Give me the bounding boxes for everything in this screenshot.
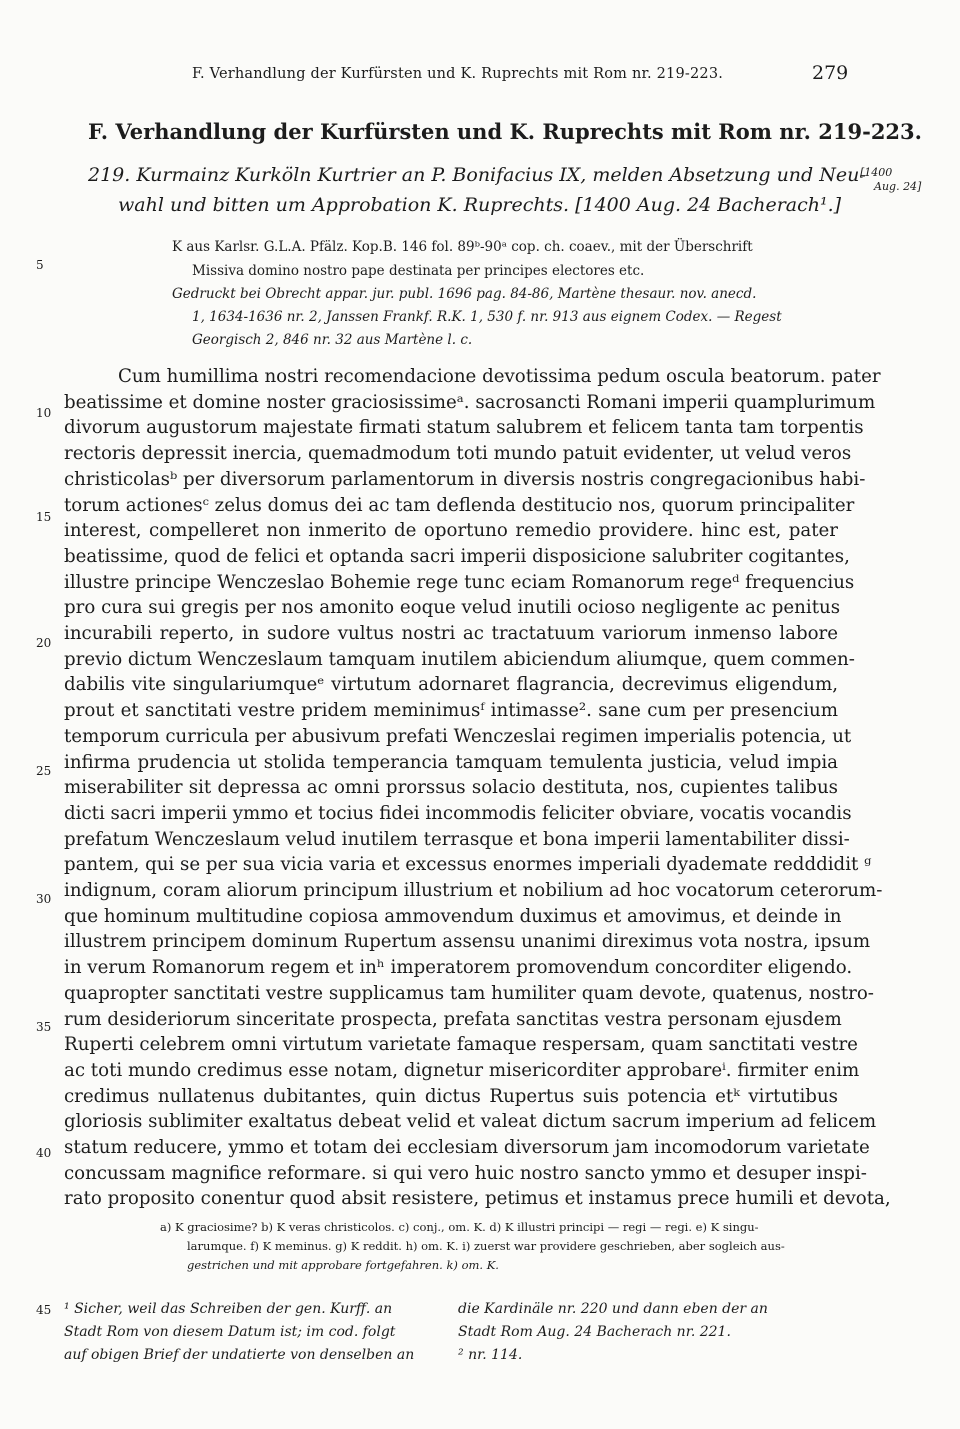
body-line: christicolasᵇ per diversorum parlamentorum in diversis nostris congregacionibus habi- [64,468,866,490]
body-line: incurabili reperto, in sudore vultus nostri ac tractatuum variorum inmenso labore [64,623,838,644]
body-line: illustrem principem dominum Rupertum assensu unanimi direximus vota nostra, ipsum [64,931,871,953]
body-line: statum reducere, ymmo et totam dei ecclesiam diversorum jam incomodorum varietate [64,1137,870,1158]
footnote-alpha-line: larumque. f) K meminus. g) K reddit. h) om. K. i) zuerst war providere geschrieben, aber sogleich aus- [187,1239,785,1253]
body-line: que hominum multitudine copiosa ammovendum duximus et amovimus, et deinde in [64,905,842,927]
body-line: prefatum Wenczeslaum velud inutilem terrasque et bona imperii lamentabiliter dissi- [64,828,850,850]
apparatus-line: 1, 1634-1636 nr. 2, Janssen Frankf. R.K. 1, 530 f. nr. 913 aus eignem Codex. — Regest [192,309,782,325]
body-line: ac toti mundo credimus esse notam, dignetur misericorditer approbareⁱ. firmiter enim [64,1059,860,1081]
body-line: credimus nullatenus dubitantes, quin dictus Rupertus suis potencia etᵏ virtutibus [64,1085,838,1107]
body-line: gloriosis sublimiter exaltatus debeat velid et valeat dictum sacrum imperium ad felicem [64,1111,877,1133]
line-number: 25 [36,764,52,778]
line-number: 10 [36,406,52,420]
line-number: 15 [36,510,52,524]
footnote-alpha-line: gestrichen und mit approbare fortgefahren. k) om. K. [187,1258,499,1272]
body-line: concussam magnifice reformare. si qui vero huic nostro sancto ymmo et desuper inspi- [64,1162,867,1184]
body-line: infirma prudencia ut stolida temperancia tamquam temulenta justicia, velud impia [64,751,838,773]
footnote-num-right-line: die Kardinäle nr. 220 und dann eben der an [458,1301,768,1317]
body-line: temporum curricula per abusivum prefati Wenczeslai regimen imperialis potencia, ut [64,725,852,747]
body-line: Ruperti celebrem omni virtutum varietate famaque respersam, quam sanctitati vestre [64,1034,858,1056]
line-number: 45 [36,1303,52,1317]
footnote-num-right-line: ² nr. 114. [458,1347,523,1363]
body-line: dicti sacri imperii ymmo et tocius fidei incommodis feliciter obviare, vocatis vocandis [64,802,852,824]
body-line: pantem, qui se per sua vicia varia et excessus enormes imperiali dyademate redddidit ᵍ [64,854,872,876]
body-line: in verum Romanorum regem et inʰ imperatorem promovendum concorditer eligendo. [64,957,853,979]
apparatus-line: Missiva domino nostro pape destinata per principes electores etc. [192,263,645,279]
body-line: rum desideriorum sinceritate prospecta, prefata sanctitas vestra personam ejusdem [64,1008,842,1030]
line-number: 40 [36,1146,52,1160]
regest-line-1: 219. Kurmainz Kurköln Kurtrier an P. Bonifacius IX, melden Absetzung und Neu- [88,164,866,186]
apparatus-line: Georgisch 2, 846 nr. 32 aus Martène l. c. [192,332,473,348]
body-line: torum actionesᶜ zelus domus dei ac tam deflenda destitucio nos, quorum principaliter [64,494,855,516]
body-line: rato proposito conentur quod absit resistere, petimus et instamus prece humili et devota, [64,1188,891,1210]
side-note-line-2: Aug. 24] [874,180,922,193]
body-line: illustre principe Wenczeslao Bohemie rege tunc eciam Romanorum regeᵈ frequencius [64,571,855,593]
page-number: 279 [812,62,849,84]
apparatus-line: Gedruckt bei Obrecht appar. jur. publ. 1696 pag. 84-86, Martène thesaur. nov. anecd. [172,286,757,302]
body-line: beatissime et domine noster graciosissimeᵃ. sacrosancti Romani imperii quamplurimum [64,391,876,413]
footnote-num-right-line: Stadt Rom Aug. 24 Bacherach nr. 221. [458,1324,731,1340]
body-line: previo dictum Wenczeslaum tamquam inutilem abiciendum aliumque, quem commen- [64,648,855,670]
body-line: pro cura sui gregis per nos amonito eoque velud inutili ocioso negligente ac penitus [64,597,841,619]
line-number: 20 [36,636,52,650]
body-line: divorum augustorum majestate firmati statum salubrem et felicem tanta tam torpentis [64,417,864,439]
running-head: F. Verhandlung der Kurfürsten und K. Ruprechts mit Rom nr. 219-223. [192,66,724,82]
line-number: 30 [36,892,52,906]
line-number: 35 [36,1020,52,1034]
body-line: interest, compelleret non inmerito de oportuno remedio providere. hinc est, pater [64,520,838,542]
apparatus-line: K aus Karlsr. G.L.A. Pfälz. Kop.B. 146 fol. 89ᵇ-90ᵃ cop. ch. coaev., mit der Überschrift [172,239,753,255]
footnote-num-left-line: ¹ Sicher, weil das Schreiben der gen. Kurff. an [64,1301,393,1317]
line-number: 5 [36,258,44,272]
body-line: beatissime, quod de felici et optanda sacri imperii disposicione salubriter cogitantes, [64,545,850,567]
body-line: dabilis vite singulariumqueᵉ virtutum adornaret flagrancia, decrevimus eligendum, [64,674,838,696]
body-line: prout et sanctitati vestre pridem meminimusᶠ intimasse². sane cum per presencium [64,700,838,722]
footnote-num-left-line: Stadt Rom von diesem Datum ist; im cod. folgt [64,1324,396,1340]
footnote-num-left-line: auf obigen Brief der undatierte von denselben an [64,1347,415,1363]
body-line: rectoris depressit inercia, quemadmodum toti mundo patuit evidenter, ut velud veros [64,443,852,465]
body-line: miserabiliter sit depressa ac omni prorssus solacio destituta, nos, cupientes talibus [64,777,838,799]
section-title: F. Verhandlung der Kurfürsten und K. Ruprechts mit Rom nr. 219-223. [88,119,922,144]
side-note-line-1: [1400 [860,166,893,179]
body-line: quapropter sanctitati vestre supplicamus tam humiliter quam devote, quatenus, nostro- [64,982,874,1004]
side-note-date [860,166,921,194]
body-line: indignum, coram aliorum principum illustrium et nobilium ad hoc vocatorum ceterorum- [64,880,883,901]
footnote-alpha-line: a) K graciosime? b) K veras christicolos. c) conj., om. K. d) K illustri principi — regi — regi. e) K singu- [160,1220,759,1234]
regest-line-2: wahl und bitten um Approbation K. Ruprechts. [1400 Aug. 24 Bacherach¹.] [118,194,842,216]
body-line: Cum humillima nostri recomendacione devotissima pedum oscula beatorum. pater [118,366,881,387]
